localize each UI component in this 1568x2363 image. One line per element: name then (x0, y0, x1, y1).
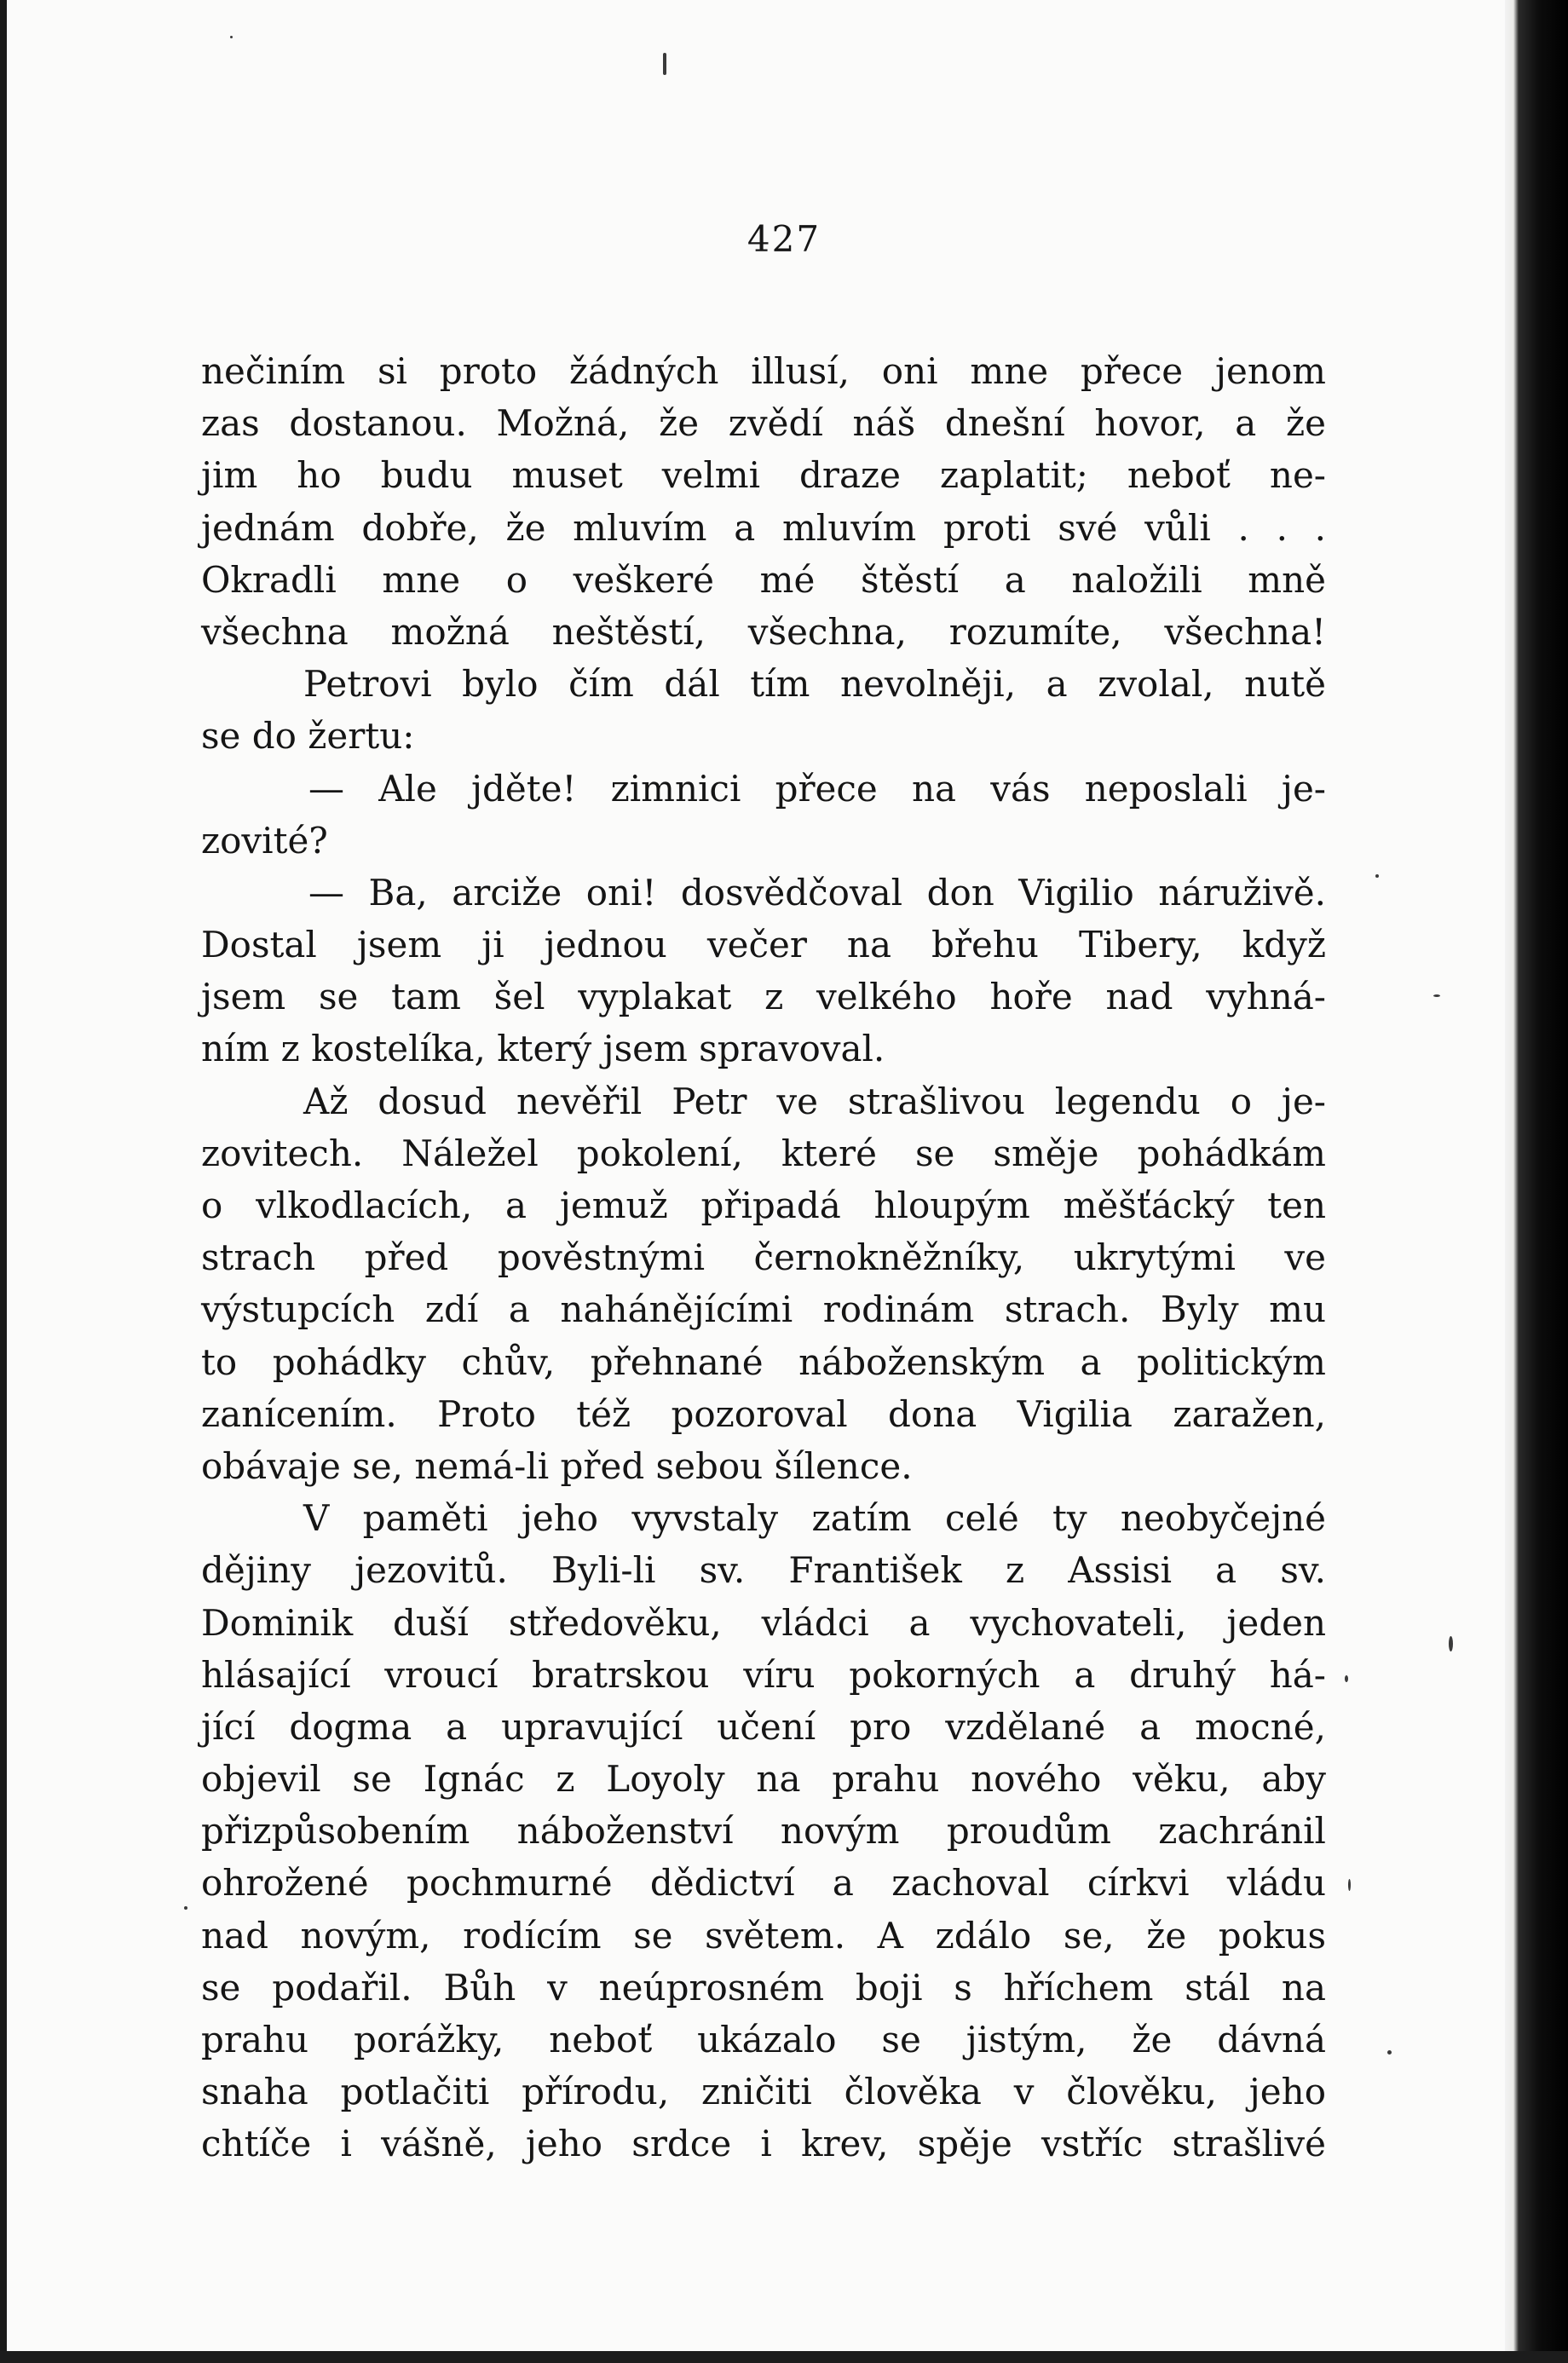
scan-speck (1375, 874, 1379, 878)
scan-speck (663, 53, 666, 75)
text-line: nečiním si proto žádných illusí, oni mne přece jenom (201, 350, 1326, 392)
text-line: se podařil. Bůh v neúprosném boji s hříchem stál na (201, 1966, 1326, 2009)
body-text (201, 345, 1326, 2170)
page-right-edge (1505, 0, 1568, 2363)
text-line: jící dogma a upravující učení pro vzdělané a mocné, (201, 1705, 1326, 1748)
text-line: Petrovi bylo čím dál tím nevolněji, a zvolal, nutě (303, 663, 1326, 706)
scan-speck (1348, 1879, 1351, 1891)
text-line: se do žertu: (201, 715, 415, 758)
scan-speck (184, 1906, 187, 1910)
text-line: ohrožené pochmurné dědictví a zachoval církvi vládu (201, 1862, 1326, 1905)
text-line: snaha potlačiti přírodu, zničiti člověka v člověku, jeho (201, 2071, 1326, 2113)
text-line: obávaje se, nemá-li před sebou šílence. (201, 1444, 913, 1487)
scan-speck (1449, 1636, 1453, 1651)
text-line: strach před pověstnými černokněžníky, ukrytými ve (201, 1236, 1326, 1279)
text-line: o vlkodlacích, a jemuž připadá hloupým měšťácký ten (201, 1184, 1326, 1226)
text-line: objevil se Ignác z Loyoly na prahu nového věku, aby (201, 1758, 1326, 1801)
text-line: jsem se tam šel vyplakat z velkého hoře nad vyhná- (201, 976, 1326, 1018)
page-bottom-edge (0, 2351, 1568, 2363)
text-line: zovitech. Náležel pokolení, které se směje pohádkám (201, 1132, 1326, 1174)
scan-speck (1387, 2050, 1392, 2055)
text-line: to pohádky chův, přehnané náboženským a politickým (201, 1340, 1326, 1383)
text-line: ním z kostelíka, který jsem spravoval. (201, 1028, 885, 1070)
text-line: výstupcích zdí a nahánějícími rodinám strach. Byly mu (201, 1288, 1326, 1331)
text-line: prahu porážky, neboť ukázalo se jistým, že dávná (201, 2019, 1326, 2060)
scan-speck (1345, 1675, 1348, 1682)
text-line: chtíče i vášně, jeho srdce i krev, spěje vstříc strašlivé (201, 2123, 1326, 2165)
text-line: hlásající vroucí bratrskou víru pokorných a druhý há- (201, 1653, 1326, 1696)
text-line: nad novým, rodícím se světem. A zdálo se, že pokus (201, 1914, 1326, 1957)
text-line: zanícením. Proto též pozoroval dona Vigilia zaražen, (201, 1392, 1326, 1435)
text-line: zas dostanou. Možná, že zvědí náš dnešní hovor, a že (201, 402, 1326, 445)
text-line: dějiny jezovitů. Byli-li sv. František z Assisi a sv. (201, 1549, 1326, 1592)
text-line: Okradli mne o veškeré mé štěstí a naložili mně (201, 558, 1326, 601)
page-number: 427 (747, 218, 821, 260)
page-left-edge (0, 0, 7, 2363)
text-line: zovité? (201, 819, 328, 862)
text-line: jednám dobře, že mluvím a mluvím proti své vůli . . . (201, 506, 1326, 549)
text-line: všechna možná neštěstí, všechna, rozumíte, všechna! (201, 610, 1326, 653)
text-line: V paměti jeho vyvstaly zatím celé ty neobyčejné (303, 1497, 1326, 1540)
scan-speck (230, 36, 233, 38)
text-line: Až dosud nevěřil Petr ve strašlivou legendu o je- (303, 1080, 1326, 1122)
text-line: Dostal jsem ji jednou večer na břehu Tibery, když (201, 924, 1326, 966)
text-line: — Ba, arciže oni! dosvědčoval don Vigilio náruživě. (308, 871, 1326, 914)
text-line: Dominik duší středověku, vládci a vychovateli, jeden (201, 1601, 1326, 1644)
scan-speck (1433, 994, 1440, 997)
text-line: — Ale jděte! zimnici přece na vás neposlali je- (308, 767, 1326, 810)
text-line: jim ho budu muset velmi draze zaplatit; neboť ne- (201, 454, 1326, 497)
text-line: přizpůsobením náboženství novým proudům zachránil (201, 1810, 1326, 1853)
